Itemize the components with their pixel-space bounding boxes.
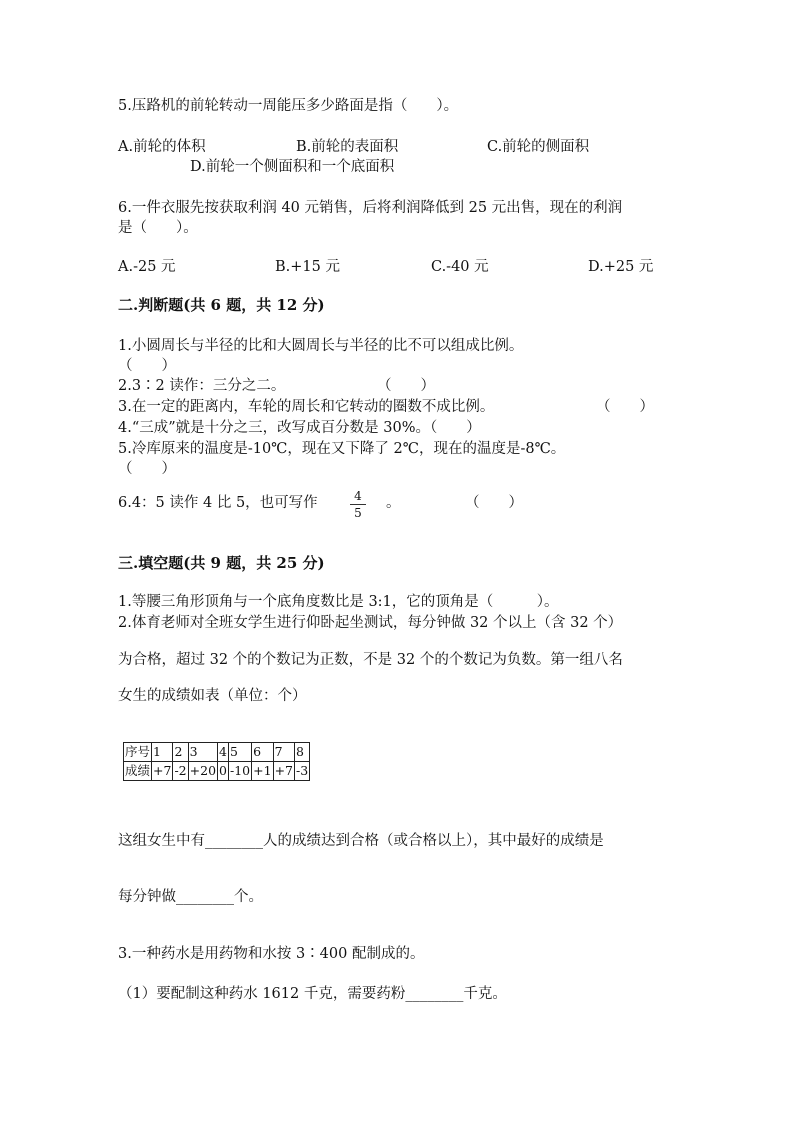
scores-table	[123, 742, 310, 781]
fill-q2-after-line2: 每分钟做________个。	[118, 889, 263, 905]
table-cell: 5	[228, 743, 251, 762]
tf-item-6: 6.4：5 读作 4 比 5，也可写作	[118, 495, 318, 511]
q6-option-c: C.-40 元	[431, 259, 489, 275]
table-cell: -2	[173, 762, 188, 781]
table-cell: 1	[152, 743, 173, 762]
table-cell: +1	[252, 762, 273, 781]
q5-option-a: A.前轮的体积	[118, 139, 206, 155]
table-row	[124, 743, 310, 762]
table-cell: -10	[228, 762, 251, 781]
fill-q2-line3: 女生的成绩如表（单位：个）	[118, 688, 307, 704]
tf-item-1-paren: （ ）	[118, 358, 176, 374]
tf-item-6-tail: 。	[386, 495, 401, 511]
q6-option-d: D.+25 元	[588, 259, 654, 275]
table-cell: +7	[152, 762, 173, 781]
tf-item-2: 2.3∶2 读作：三分之二。	[118, 378, 286, 394]
q6-option-b: B.+15 元	[275, 259, 340, 275]
tf-item-3-paren: （ ）	[596, 399, 654, 415]
table-cell: 序号	[124, 743, 152, 762]
tf-item-2-paren: （ ）	[377, 378, 435, 394]
tf-item-1: 1.小圆周长与半径的比和大圆周长与半径的比不可以组成比例。	[118, 338, 524, 354]
fill-q2-line1: 2.体育老师对全班女学生进行仰卧起坐测试，每分钟做 32 个以上（含 32 个）	[118, 615, 623, 631]
q5-option-b: B.前轮的表面积	[296, 139, 399, 155]
section2-heading: 二.判断题(共 6 题，共 12 分)	[118, 296, 325, 314]
section3-heading: 三.填空题(共 9 题，共 25 分)	[118, 554, 325, 572]
fill-q1: 1.等腰三角形顶角与一个底角度数比是 3:1，它的顶角是（ ）。	[118, 594, 559, 610]
tf-item-6-fraction	[350, 489, 366, 520]
q6-stem-line2: 是（ ）。	[118, 220, 198, 236]
table-cell: 3	[188, 743, 217, 762]
table-cell: +7	[273, 762, 294, 781]
tf-item-3: 3.在一定的距离内，车轮的周长和它转动的圈数不成比例。	[118, 399, 495, 415]
table-cell: 0	[218, 762, 229, 781]
q5-option-c: C.前轮的侧面积	[487, 139, 590, 155]
table-cell: 成绩	[124, 762, 152, 781]
tf-item-6-paren: （ ）	[465, 495, 523, 511]
tf-item-5: 5.冷库原来的温度是-10℃，现在又下降了 2℃，现在的温度是-8℃。	[118, 441, 566, 457]
q6-option-a: A.-25 元	[118, 259, 176, 275]
q5-option-d: D.前轮一个侧面积和一个底面积	[190, 159, 395, 175]
fraction-denominator: 5	[354, 506, 362, 520]
table-cell: 2	[173, 743, 188, 762]
table-row	[124, 762, 310, 781]
fill-q2-after-line1: 这组女生中有________人的成绩达到合格（或合格以上），其中最好的成绩是	[118, 833, 604, 849]
table-cell: 7	[273, 743, 294, 762]
fraction-numerator: 4	[350, 489, 366, 505]
table-cell: 8	[295, 743, 310, 762]
table-cell: -3	[295, 762, 310, 781]
table-cell: 6	[252, 743, 273, 762]
q5-stem: 5.压路机的前轮转动一周能压多少路面是指（ ）。	[118, 98, 459, 114]
fill-q3-stem: 3.一种药水是用药物和水按 3∶400 配制成的。	[118, 946, 425, 962]
table-cell: +20	[188, 762, 217, 781]
table-cell: 4	[218, 743, 229, 762]
q6-stem-line1: 6.一件衣服先按获取利润 40 元销售，后将利润降低到 25 元出售，现在的利润	[118, 200, 623, 216]
fill-q2-line2: 为合格，超过 32 个的个数记为正数，不是 32 个的个数记为负数。第一组八名	[118, 652, 623, 668]
fill-q3-sub1: （1）要配制这种药水 1612 千克，需要药粉________千克。	[118, 986, 507, 1002]
tf-item-4: 4.“三成”就是十分之三，改写成百分数是 30%。（ ）	[118, 420, 481, 436]
tf-item-5-paren: （ ）	[118, 461, 176, 477]
